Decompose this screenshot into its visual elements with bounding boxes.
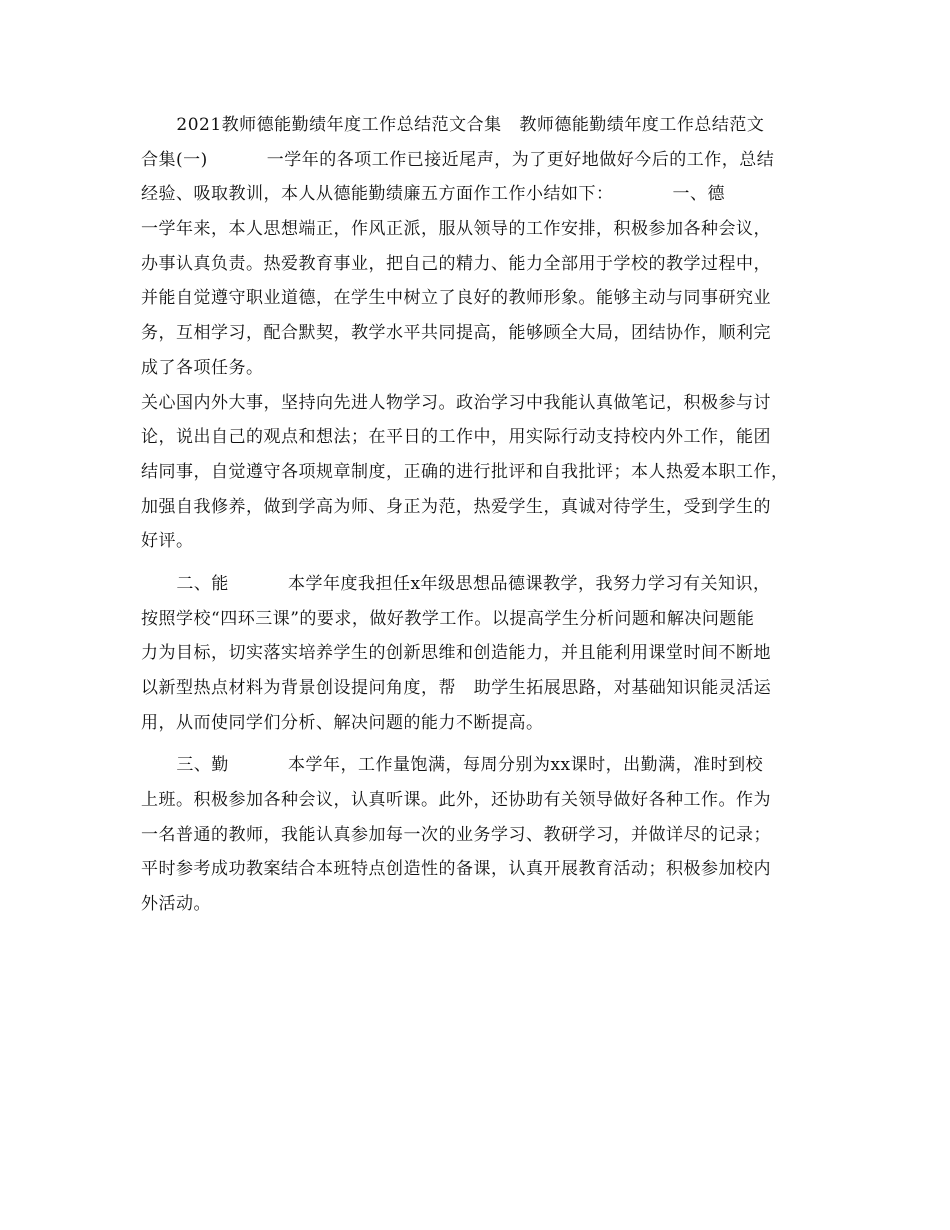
text-line: 2021教师德能勤绩年度工作总结范文合集 教师德能勤绩年度工作总结范文 <box>141 115 765 135</box>
text-line: 平时参考成功教案结合本班特点创造性的备课，认真开展教育活动；积极参加校内 <box>141 859 771 880</box>
text-line: 关心国内外大事，坚持向先进人物学习。政治学习中我能认真做笔记，积极参与讨 <box>141 392 771 413</box>
text-line: 一学年来，本人思想端正，作风正派，服从领导的工作安排，积极参加各种会议， <box>141 219 771 240</box>
text-line: 结同事，自觉遵守各项规章制度，正确的进行批评和自我批评；本人热爱本职工作， <box>141 461 789 482</box>
text-line: 成了各项任务。 <box>141 357 264 378</box>
text-line: 外活动。 <box>141 894 211 915</box>
text-line: 加强自我修养，做到学高为师、身正为范，热爱学生，真诚对待学生，受到学生的 <box>141 496 771 517</box>
text-line: 用，从而使同学们分析、解决问题的能力不断提高。 <box>141 712 544 733</box>
paragraph-gap <box>141 740 821 748</box>
text-line: 上班。积极参加各种会议，认真听课。此外，还协助有关领导做好各种工作。作为 <box>141 790 771 811</box>
text-line: 三、勤 本学年，工作量饱满，每周分别为xx课时，出勤满，准时到校 <box>141 755 764 776</box>
text-line: 务，互相学习，配合默契，教学水平共同提高，能够顾全大局，团结协作，顺利完 <box>141 323 771 344</box>
text-line: 一名普通的教师，我能认真参加每一次的业务学习、教研学习，并做详尽的记录； <box>141 824 771 845</box>
text-line: 并能自觉遵守职业道德，在学生中树立了良好的教师形象。能够主动与同事研究业 <box>141 288 771 309</box>
text-line: 合集(一) 一学年的各项工作已接近尾声，为了更好地做好今后的工作，总结 <box>141 149 775 170</box>
document-body <box>141 108 821 922</box>
text-line: 力为目标，切实落实培养学生的创新思维和创造能力，并且能利用课堂时间不断地 <box>141 643 771 664</box>
text-line: 二、能 本学年度我担任x年级思想品德课教学，我努力学习有关知识， <box>141 573 771 594</box>
text-line: 以新型热点材料为背景创设提问角度，帮 助学生拓展思路，对基础知识能灵活运 <box>141 678 772 698</box>
text-line: 办事认真负责。热爱教育事业，把自己的精力、能力全部用于学校的教学过程中， <box>141 253 771 274</box>
text-line: 好评。 <box>141 531 194 552</box>
text-line: 经验、吸取教训，本人从德能勤绩廉五方面作工作小结如下： 一、德 <box>141 184 726 205</box>
text-line: 论，说出自己的观点和想法；在平日的工作中，用实际行动支持校内外工作，能团 <box>141 427 771 448</box>
text-line: 按照学校“四环三课”的要求，做好教学工作。以提高学生分析问题和解决问题能 <box>141 608 755 629</box>
paragraph-gap <box>141 559 821 567</box>
